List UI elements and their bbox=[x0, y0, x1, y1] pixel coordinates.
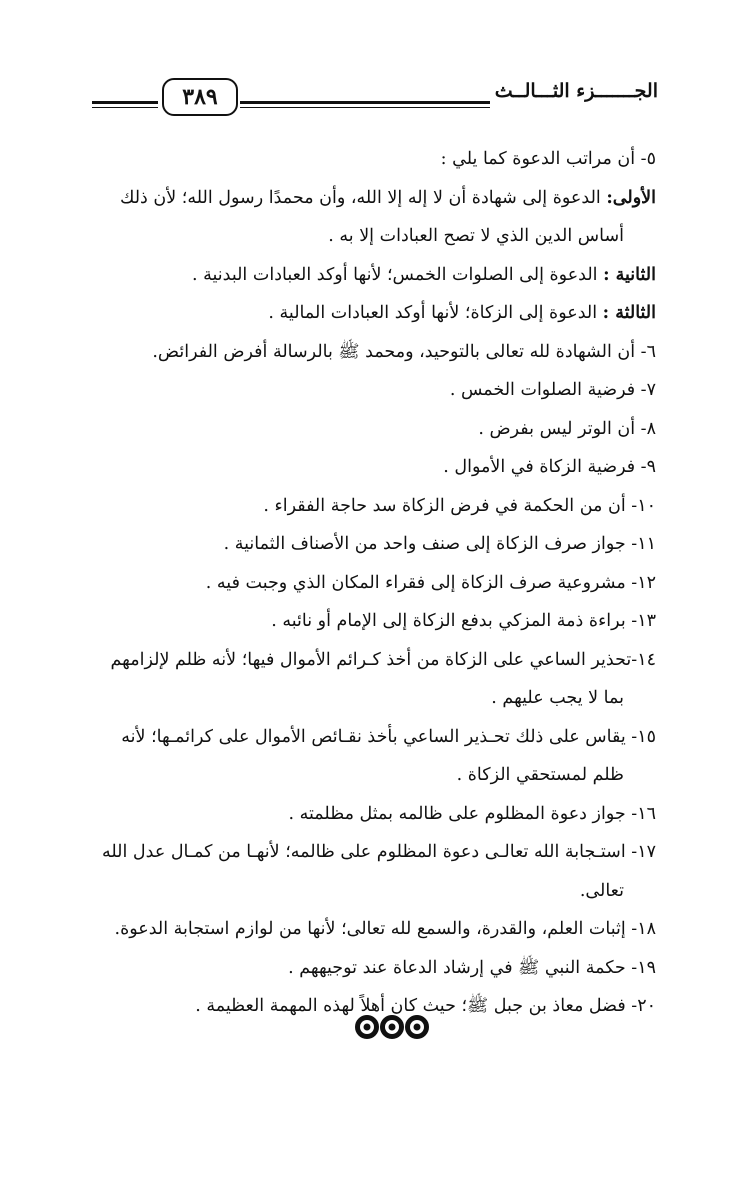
line-text: ١٥- يقاس على ذلك تحـذير الساعي بأخذ نقـائص الأموال على كرائمـها؛ لأنه bbox=[121, 726, 656, 747]
text-line bbox=[100, 795, 656, 834]
text-line bbox=[100, 641, 656, 680]
line-label: الثانية : bbox=[603, 264, 656, 285]
line-text: ٢٠- فضل معاذ بن جبل ﷺ؛ حيث كان أهلاً لهذه المهمة العظيمة . bbox=[195, 996, 656, 1016]
line-text: ٦- أن الشهادة لله تعالى بالتوحيد، ومحمد ﷺ بالرسالة أفرض الفرائض. bbox=[152, 341, 656, 362]
line-text: الدعوة إلى الزكاة؛ لأنها أوكد العبادات المالية . bbox=[268, 303, 603, 323]
line-text: ٥- أن مراتب الدعوة كما يلي : bbox=[440, 149, 656, 169]
text-line bbox=[100, 718, 656, 757]
triple-flower-ornament-icon bbox=[354, 1014, 430, 1040]
header-title: الجـــــــزء الثـــالــث bbox=[494, 80, 658, 102]
text-line bbox=[100, 179, 656, 218]
line-text: أساس الدين الذي لا تصح العبادات إلا به . bbox=[328, 226, 624, 246]
line-label: الأولى: bbox=[606, 187, 656, 208]
text-line bbox=[100, 333, 656, 372]
line-label: الثالثة : bbox=[602, 303, 656, 323]
text-line bbox=[100, 487, 656, 526]
text-line bbox=[100, 294, 656, 333]
line-text: تعالى. bbox=[579, 880, 624, 901]
line-text: ٧- فرضية الصلوات الخمس . bbox=[449, 380, 656, 400]
line-text: الدعوة إلى شهادة أن لا إله إلا الله، وأن محمدًا رسول الله؛ لأن ذلك bbox=[119, 187, 607, 208]
text-line bbox=[100, 833, 656, 872]
text-line bbox=[100, 448, 656, 487]
text-line bbox=[100, 410, 656, 449]
text-line bbox=[100, 910, 656, 949]
line-text: ١١- جواز صرف الزكاة إلى صنف واحد من الأصناف الثمانية . bbox=[223, 534, 656, 554]
line-text: ١٣- براءة ذمة المزكي بدفع الزكاة إلى الإمام أو نائبه . bbox=[271, 611, 656, 631]
line-text: الدعوة إلى الصلوات الخمس؛ لأنها أوكد العبادات البدنية . bbox=[191, 264, 604, 285]
header-rule-short bbox=[92, 101, 158, 104]
text-line bbox=[100, 679, 656, 718]
text-line bbox=[100, 949, 656, 988]
page-body bbox=[100, 140, 656, 1026]
line-text: ١٠- أن من الحكمة في فرض الزكاة سد حاجة الفقراء . bbox=[263, 495, 656, 516]
page-header bbox=[92, 76, 658, 120]
line-text: ١٧- استـجابة الله تعالـى دعوة المظلوم على ظالمه؛ لأنهـا من كمـال عدل الله bbox=[101, 842, 656, 862]
text-line bbox=[100, 525, 656, 564]
line-text: بما لا يجب عليهم . bbox=[491, 688, 624, 708]
text-line bbox=[100, 872, 656, 911]
line-text: ٩- فرضية الزكاة في الأموال . bbox=[443, 457, 656, 477]
text-line bbox=[100, 602, 656, 641]
text-line bbox=[100, 756, 656, 795]
line-text: ١٤-تحذير الساعي على الزكاة من أخذ كـرائم الأموال فيها؛ لأنه ظلم لإلزامهم bbox=[110, 649, 656, 670]
line-text: ١٢- مشروعية صرف الزكاة إلى فقراء المكان الذي وجبت فيه . bbox=[205, 572, 656, 593]
text-line bbox=[100, 564, 656, 603]
page-number: ٣٨٩ bbox=[162, 78, 238, 116]
text-line bbox=[100, 140, 656, 179]
header-rule bbox=[240, 101, 490, 104]
line-text: ١٨- إثبات العلم، والقدرة، والسمع لله تعالى؛ لأنها من لوازم استجابة الدعوة. bbox=[114, 919, 656, 939]
text-line bbox=[100, 371, 656, 410]
line-text: ظلم لمستحقي الزكاة . bbox=[456, 765, 624, 785]
text-line bbox=[100, 217, 656, 256]
line-text: ٨- أن الوتر ليس بفرض . bbox=[478, 418, 656, 439]
text-line bbox=[100, 256, 656, 295]
line-text: ١٩- حكمة النبي ﷺ في إرشاد الدعاة عند توجيههم . bbox=[288, 957, 656, 978]
line-text: ١٦- جواز دعوة المظلوم على ظالمه بمثل مظلمته . bbox=[288, 803, 656, 824]
